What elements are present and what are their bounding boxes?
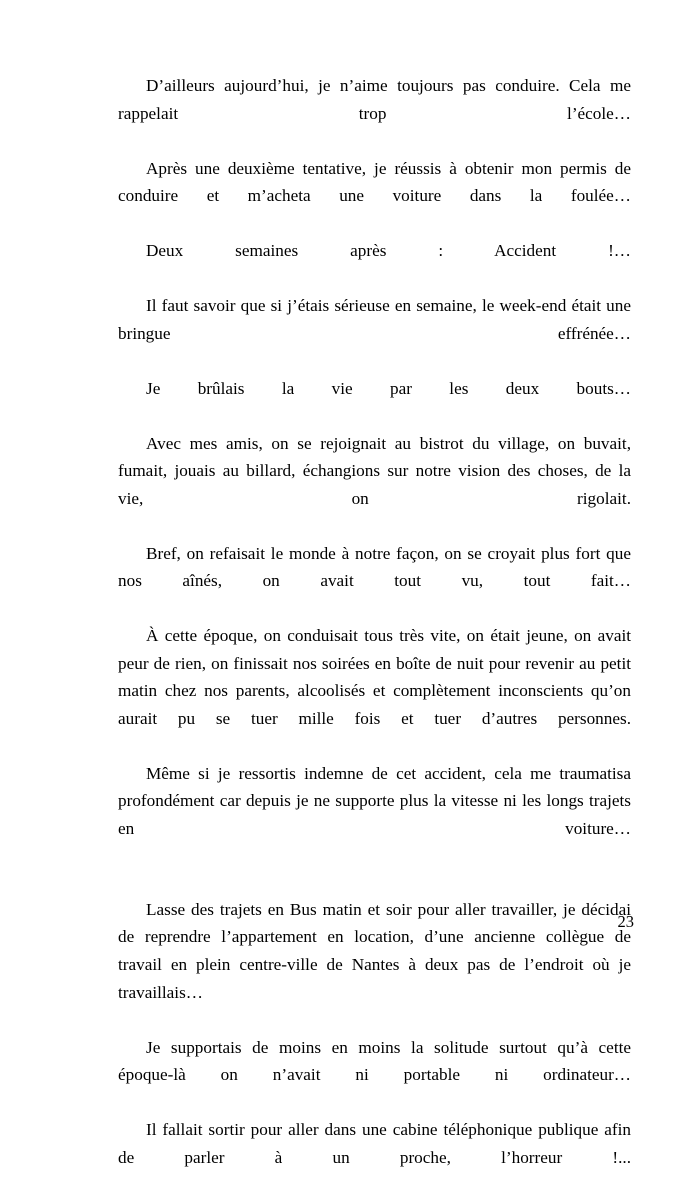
body-text-column bbox=[118, 72, 631, 1199]
body-paragraph: Même si je ressortis indemne de cet accident, cela me traumatisa profondément car depuis je ne supporte plus la vitesse ni les longs trajets en voiture… bbox=[118, 763, 631, 838]
body-paragraph: Bref, on refaisait le monde à notre façon, on se croyait plus fort que nos aînés, on avait tout vu, tout fait… bbox=[118, 543, 631, 591]
page-number: 23 bbox=[617, 912, 634, 931]
body-paragraph: Il faut savoir que si j’étais sérieuse en semaine, le week-end était une bringue effrénée… bbox=[118, 296, 631, 343]
body-paragraph: Avec mes amis, on se rejoignait au bistrot du village, on buvait, fumait, jouais au billard, échangions sur notre vision des choses, de la vie, on rigolait. bbox=[118, 433, 631, 508]
body-paragraph: D’ailleurs aujourd’hui, je n’aime toujours pas conduire. Cela me rappelait trop l’école… bbox=[118, 76, 631, 123]
body-paragraph: Après une deuxième tentative, je réussis à obtenir mon permis de conduire et m’acheta une voiture dans la foulée… bbox=[118, 158, 631, 206]
body-paragraph: Deux semaines après : Accident !… bbox=[146, 241, 631, 261]
body-paragraph: À cette époque, on conduisait tous très vite, on était jeune, on avait peur de rien, on finissait nos soirées en boîte de nuit pour revenir au petit matin chez nos parents, alcoolisés et complètement inconscients qu’on aurait pu se tuer mille fois et tuer d’autres personnes. bbox=[118, 626, 631, 728]
body-paragraph: Il fallait sortir pour aller dans une cabine téléphonique publique afin de parler à un proche, l’horreur !... bbox=[118, 1120, 631, 1167]
body-paragraph: Je brûlais la vie par les deux bouts… bbox=[146, 378, 631, 398]
paragraph-spacer bbox=[118, 870, 631, 896]
body-paragraph: Lasse des trajets en Bus matin et soir pour aller travailler, je décidai de reprendre l’appartement en location, d’une ancienne collègue de travail en plein centre-ville de Nantes à deux pas de l’endroit où je travaillais… bbox=[118, 899, 631, 1002]
body-paragraph: Je supportais de moins en moins la solitude surtout qu’à cette époque-là on n’avait ni portable ni ordinateur… bbox=[118, 1037, 631, 1085]
